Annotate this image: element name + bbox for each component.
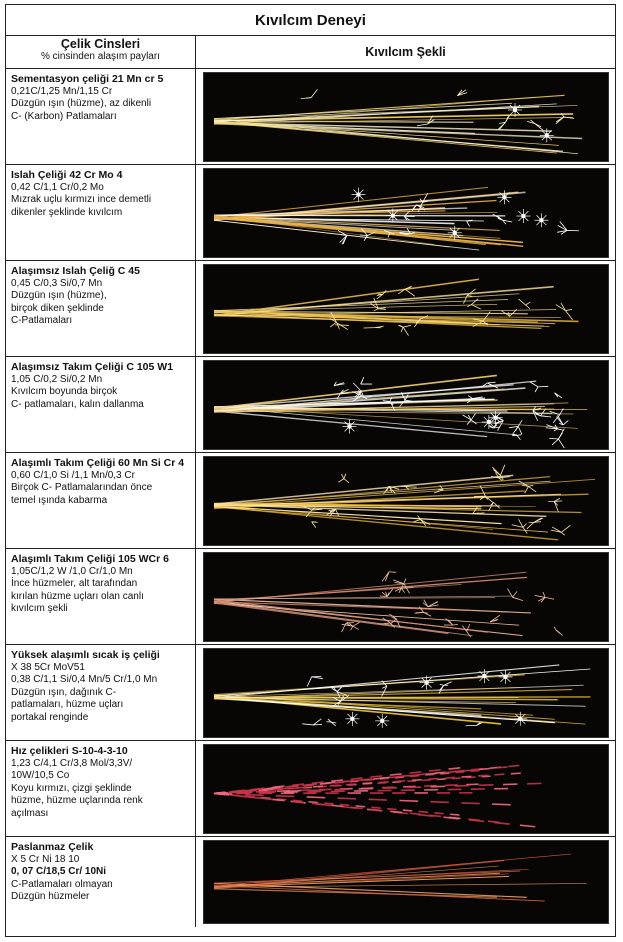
steel-description — [6, 741, 196, 836]
steel-detail-line: Mızrak uçlu kırmızı ince demetli — [11, 194, 152, 205]
spark-image-tool-c105 — [203, 360, 609, 450]
steel-description — [6, 357, 196, 452]
spark-shape-cell — [196, 357, 615, 452]
steel-description — [6, 453, 196, 548]
steel-detail-line: C-Patlamaları olmayan — [11, 878, 113, 890]
steel-detail-line: C- patlamaları, kalın dallanma — [11, 398, 144, 410]
steel-description — [6, 837, 196, 927]
spark-image-stainless — [203, 840, 609, 924]
spark-image-case-hardening — [203, 72, 609, 162]
spark-shape-cell — [196, 741, 615, 836]
steel-detail-line: birçok diken şeklinde — [11, 302, 104, 314]
steel-name: Alaşımsız Takım Çeliği C 105 W1 — [11, 361, 174, 373]
steel-name: Hız çelikleri S-10-4-3-10 — [11, 745, 128, 757]
table-row — [6, 645, 615, 741]
steel-detail-line: C-Patlamaları — [11, 315, 73, 326]
steel-description — [6, 645, 196, 740]
table-row — [6, 741, 615, 837]
steel-detail-line: kırılan hüzme uçları olan canlı — [11, 590, 144, 602]
steel-detail-line: X 38 5Cr MoV51 — [11, 661, 85, 673]
table-row — [6, 837, 615, 927]
steel-description — [6, 261, 196, 356]
steel-name: Paslanmaz Çelik — [11, 841, 94, 853]
steel-detail-line: Birçok C- Patlamalarından önce — [11, 482, 153, 493]
table-row — [6, 69, 615, 165]
steel-detail-line: temel ışında kabarma — [11, 494, 108, 506]
steel-detail-line: patlamaları, hüzme uçları — [11, 699, 124, 710]
steel-detail-line: 0,42 C/1,1 Cr/0,2 Mo — [11, 181, 104, 193]
page-title: Kıvılcım Deneyi — [6, 5, 615, 36]
steel-detail-line: Kıvılcım boyunda birçok — [11, 386, 118, 397]
table-body — [6, 69, 615, 927]
table-row — [6, 549, 615, 645]
spark-shape-cell — [196, 645, 615, 740]
steel-detail-line: Düzgün ışın (hüzme), — [11, 290, 107, 301]
table-row — [6, 453, 615, 549]
steel-detail-line: 0, 07 C/18,5 Cr/ 10Ni — [11, 866, 107, 877]
header-steel-types-label: Çelik Cinsleri — [60, 37, 141, 51]
steel-name: Yüksek alaşımlı sıcak iş çeliği — [11, 649, 160, 661]
spark-shape-cell — [196, 261, 615, 356]
spark-image-quenched-tempered — [203, 168, 609, 258]
steel-detail-line: Koyu kırmızı, çizgi şeklinde — [11, 782, 132, 794]
steel-name: Sementasyon çeliği 21 Mn cr 5 — [11, 73, 164, 85]
header-spark-shape-label: Kıvılcım Şekli — [365, 45, 446, 59]
steel-detail-line: X 5 Cr Ni 18 10 — [11, 853, 80, 865]
steel-detail-line: Düzgün hüzmeler — [11, 891, 90, 902]
steel-detail-line: Düzgün ışın, dağınık C- — [11, 686, 117, 698]
steel-name: Alaşımlı Takım Çeliği 60 Mn Si Cr 4 — [11, 457, 185, 469]
steel-detail-line: 1,23 C/4,1 Cr/3,8 Mol/3,3V/ — [11, 757, 133, 769]
spark-image-hot-work — [203, 648, 609, 738]
spark-shape-cell — [196, 165, 615, 260]
table-header — [6, 36, 615, 69]
spark-image-alloy-tool-60mnsicr4 — [203, 456, 609, 546]
steel-detail-line: 1,05 C/0,2 Si/0,2 Mn — [11, 373, 103, 385]
header-steel-types — [6, 36, 196, 68]
steel-detail-line: Düzgün ışın (hüzme), az dikenli — [11, 98, 152, 109]
steel-detail-line: portakal renginde — [11, 711, 89, 723]
steel-detail-line: 0,21C/1,25 Mn/1,15 Cr — [11, 85, 113, 97]
steel-name: Islah Çeliği 42 Cr Mo 4 — [11, 169, 123, 181]
steel-detail-line: 1,05C/1,2 W /1,0 Cr/1,0 Mn — [11, 565, 133, 577]
steel-name: Alaşımlı Takım Çeliği 105 WCr 6 — [11, 553, 169, 565]
steel-detail-line: dikenler şeklinde kıvılcım — [11, 206, 123, 218]
table-row — [6, 165, 615, 261]
steel-description — [6, 549, 196, 644]
steel-detail-line: 0,45 C/0,3 Si/0,7 Mn — [11, 277, 103, 289]
spark-shape-cell — [196, 549, 615, 644]
spark-shape-cell — [196, 453, 615, 548]
spark-shape-cell — [196, 69, 615, 164]
steel-detail-line: 0,60 C/1,0 Si /1,1 Mn/0,3 Cr — [11, 469, 135, 481]
table-row — [6, 357, 615, 453]
steel-detail-line: 10W/10,5 Co — [11, 770, 70, 781]
steel-description — [6, 165, 196, 260]
steel-detail-line: 0,38 C/1,1 Si/0,4 Mn/5 Cr/1,0 Mn — [11, 674, 158, 685]
steel-detail-line: kıvılcım şekli — [11, 603, 68, 614]
spark-image-unalloyed-c45 — [203, 264, 609, 354]
steel-detail-line: hüzme, hüzme uçlarında renk — [11, 795, 143, 806]
table-row — [6, 261, 615, 357]
spark-image-high-speed — [203, 744, 609, 834]
steel-description — [6, 69, 196, 164]
steel-detail-line: C- (Karbon) Patlamaları — [11, 110, 117, 122]
steel-name: Alaşımsız Islah Çeliğ C 45 — [11, 265, 140, 277]
spark-shape-cell — [196, 837, 615, 927]
spark-test-table — [5, 4, 616, 937]
steel-detail-line: İnce hüzmeler, alt tarafından — [11, 578, 138, 589]
header-alloy-ratio-label: % cinsinden alaşım payları — [41, 51, 160, 62]
steel-detail-line: açılması — [11, 807, 49, 819]
spark-image-alloy-tool-105wcr6 — [203, 552, 609, 642]
